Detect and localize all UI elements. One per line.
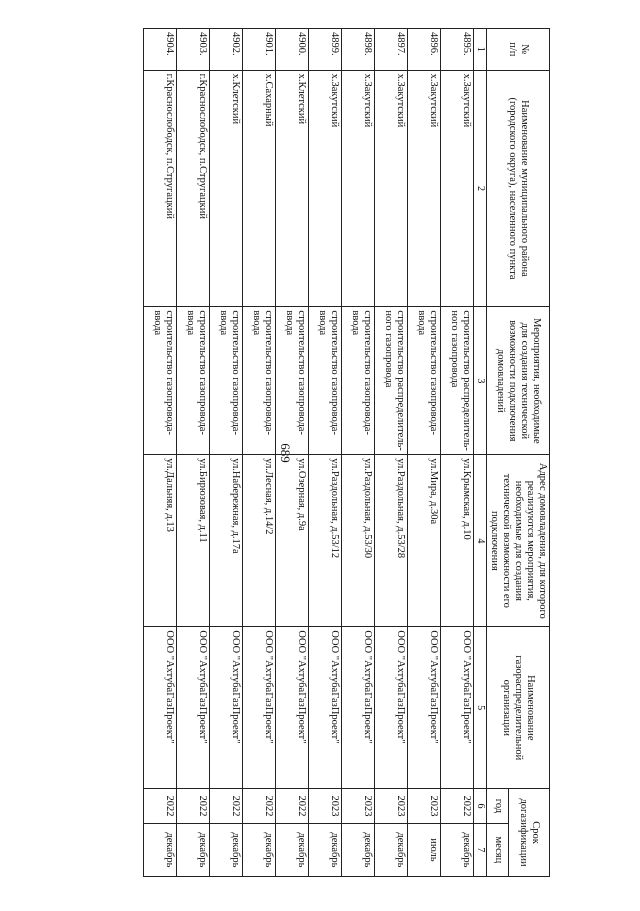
row-organization: ООО "АхтубаГазПроект" [441,627,474,789]
column-number: 6 [474,789,487,824]
column-number: 4 [474,455,487,627]
column-number: 5 [474,627,487,789]
column-number: 2 [474,70,487,307]
header-row [509,29,550,877]
row-address: ул.Набережная, д.17а [210,455,243,627]
row-num: 4895. [441,29,474,71]
row-year: 2023 [375,789,408,824]
header-activities: Мероприятия, необходимые для создания технической возможности подключения домовладений [486,307,549,455]
row-month: июль [408,823,441,876]
row-activity: строительство газопровода-ввода [243,307,276,455]
row-location: х.Закутский [309,70,342,307]
row-location: х.Сахарный [243,70,276,307]
rotated-table-frame [90,28,550,877]
header-num: № п/п [486,29,549,71]
row-month: декабрь [144,823,177,876]
row-organization: ООО "АхтубаГазПроект" [342,627,375,789]
row-month: декабрь [375,823,408,876]
row-location: х.Клетский [276,70,309,307]
table-row [441,29,474,877]
column-number: 7 [474,823,487,876]
row-activity: строительство распределитель-ного газопровода [375,307,408,455]
header-organization: Наименование газораспределительной организации [486,627,549,789]
row-year: 2023 [342,789,375,824]
row-num: 4898. [342,29,375,71]
row-address: ул.Крымская, д.10 [441,455,474,627]
column-number: 1 [474,29,487,71]
header-term: Срок догазификации [509,789,550,877]
row-location: г.Краснослободск, п.Стругацкий [177,70,210,307]
column-number-row [474,29,487,877]
gasification-table [143,28,550,877]
row-num: 4896. [408,29,441,71]
row-organization: ООО "АхтубаГазПроект" [309,627,342,789]
table-row [144,29,177,877]
table-row [177,29,210,877]
row-activity: строительство распределитель-ного газопровода [441,307,474,455]
row-organization: ООО "АхтубаГазПроект" [408,627,441,789]
header-address: Адрес домовладения, для которого реализуются мероприятия, необходимые для создания технической возможности его подключения [486,455,549,627]
row-year: 2023 [408,789,441,824]
header-month: месяц [486,823,509,876]
row-location: х.Закутский [441,70,474,307]
row-address: ул.Дальняя, д.13 [144,455,177,627]
table-container [90,28,550,877]
row-num: 4904. [144,29,177,71]
row-address: ул.Мира, д.30а [408,455,441,627]
table-row [210,29,243,877]
row-address: ул.Бирюзовая, д.11 [177,455,210,627]
row-num: 4899. [309,29,342,71]
table-row [243,29,276,877]
row-year: 2023 [309,789,342,824]
table-row [375,29,408,877]
row-num: 4901. [243,29,276,71]
row-year: 2022 [144,789,177,824]
row-month: декабрь [243,823,276,876]
row-year: 2022 [441,789,474,824]
row-activity: строительство газопровода-ввода [309,307,342,455]
row-month: декабрь [441,823,474,876]
row-year: 2022 [210,789,243,824]
row-location: х.Закутский [408,70,441,307]
row-location: х.Закутский [342,70,375,307]
row-num: 4897. [375,29,408,71]
row-organization: ООО "АхтубаГазПроект" [144,627,177,789]
row-month: декабрь [276,823,309,876]
row-month: декабрь [342,823,375,876]
row-organization: ООО "АхтубаГазПроект" [210,627,243,789]
row-location: х.Закутский [375,70,408,307]
row-year: 2022 [177,789,210,824]
row-num: 4900. [276,29,309,71]
row-location: г.Краснослободск, п.Стругацкий [144,70,177,307]
table-row [276,29,309,877]
header-location: Наименование муниципального района (городского округа), населенного пункта [486,70,549,307]
row-year: 2022 [276,789,309,824]
table-row [342,29,375,877]
row-num: 4902. [210,29,243,71]
row-organization: ООО "АхтубаГазПроект" [243,627,276,789]
row-activity: строительство газопровода-ввода [408,307,441,455]
page-number: 689 [278,443,293,463]
row-activity: строительство газопровода-ввода [342,307,375,455]
row-activity: строительство газопровода-ввода [210,307,243,455]
table-row [309,29,342,877]
row-num: 4903. [177,29,210,71]
row-organization: ООО "АхтубаГазПроект" [177,627,210,789]
row-organization: ООО "АхтубаГазПроект" [276,627,309,789]
table-row [408,29,441,877]
row-month: декабрь [309,823,342,876]
row-activity: строительство газопровода-ввода [177,307,210,455]
row-address: ул.Лесная, д.14/2 [243,455,276,627]
row-location: х.Клетский [210,70,243,307]
header-year: год [486,789,509,824]
row-activity: строительство газопровода-ввода [276,307,309,455]
row-address: ул.Озерная, д.9а [276,455,309,627]
row-address: ул.Раздольная, д.53/12 [309,455,342,627]
row-address: ул.Раздольная, д.53/28 [375,455,408,627]
row-activity: строительство газопровода-ввода [144,307,177,455]
row-year: 2022 [243,789,276,824]
row-month: декабрь [177,823,210,876]
row-organization: ООО "АхтубаГазПроект" [375,627,408,789]
row-month: декабрь [210,823,243,876]
column-number: 3 [474,307,487,455]
row-address: ул.Раздольная, д.53/30 [342,455,375,627]
